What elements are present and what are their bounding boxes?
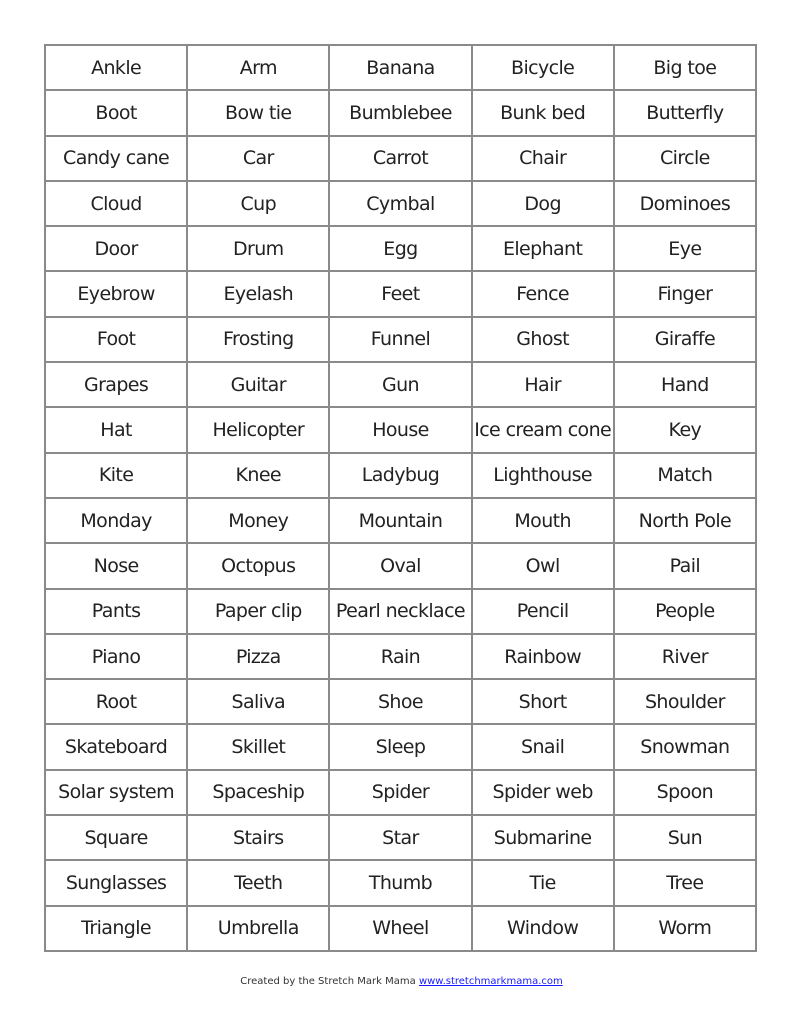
word-cell: Helicopter bbox=[187, 407, 329, 452]
word-cell: Star bbox=[329, 815, 471, 860]
word-cell: Guitar bbox=[187, 362, 329, 407]
word-cell: North Pole bbox=[614, 498, 756, 543]
word-cell: Sleep bbox=[329, 724, 471, 769]
word-cell: Skateboard bbox=[45, 724, 187, 769]
word-cell: Ladybug bbox=[329, 453, 471, 498]
word-cell: Monday bbox=[45, 498, 187, 543]
grid-row bbox=[45, 634, 756, 679]
word-cell: Mountain bbox=[329, 498, 471, 543]
word-cell: Arm bbox=[187, 45, 329, 90]
word-cell: Tree bbox=[614, 860, 756, 905]
word-cell: Skillet bbox=[187, 724, 329, 769]
grid-row bbox=[45, 362, 756, 407]
word-cell: Dog bbox=[472, 181, 614, 226]
word-cell: Fence bbox=[472, 271, 614, 316]
word-cell: Boot bbox=[45, 90, 187, 135]
word-cell: Pants bbox=[45, 589, 187, 634]
grid-row bbox=[45, 317, 756, 362]
word-cell: Door bbox=[45, 226, 187, 271]
word-cell: Cup bbox=[187, 181, 329, 226]
word-cell: Spider web bbox=[472, 770, 614, 815]
word-cell: Root bbox=[45, 679, 187, 724]
grid-row bbox=[45, 498, 756, 543]
word-cell: Wheel bbox=[329, 906, 471, 951]
footer bbox=[0, 976, 803, 987]
word-cell: Drum bbox=[187, 226, 329, 271]
word-cell: Foot bbox=[45, 317, 187, 362]
word-cell: Carrot bbox=[329, 136, 471, 181]
word-cell: Sunglasses bbox=[45, 860, 187, 905]
word-cell: Octopus bbox=[187, 543, 329, 588]
word-cell: Hand bbox=[614, 362, 756, 407]
word-cell: Spider bbox=[329, 770, 471, 815]
word-cell: Feet bbox=[329, 271, 471, 316]
grid-row bbox=[45, 45, 756, 90]
word-cell: Big toe bbox=[614, 45, 756, 90]
word-cell: Nose bbox=[45, 543, 187, 588]
word-cell: Paper clip bbox=[187, 589, 329, 634]
word-cell: Umbrella bbox=[187, 906, 329, 951]
grid-row bbox=[45, 90, 756, 135]
word-cell: Spoon bbox=[614, 770, 756, 815]
word-cell: Spaceship bbox=[187, 770, 329, 815]
word-cell: Dominoes bbox=[614, 181, 756, 226]
word-cell: Shoe bbox=[329, 679, 471, 724]
word-cell: Knee bbox=[187, 453, 329, 498]
word-cell: Mouth bbox=[472, 498, 614, 543]
grid-row bbox=[45, 543, 756, 588]
grid-row bbox=[45, 407, 756, 452]
word-cell: Square bbox=[45, 815, 187, 860]
word-cell: Egg bbox=[329, 226, 471, 271]
word-cell: Ankle bbox=[45, 45, 187, 90]
word-cell: River bbox=[614, 634, 756, 679]
word-cell: Key bbox=[614, 407, 756, 452]
word-cell: Circle bbox=[614, 136, 756, 181]
word-cell: Saliva bbox=[187, 679, 329, 724]
word-cell: Giraffe bbox=[614, 317, 756, 362]
word-cell: Pencil bbox=[472, 589, 614, 634]
footer-link[interactable]: www.stretchmarkmama.com bbox=[418, 976, 563, 987]
word-cell: Submarine bbox=[472, 815, 614, 860]
word-cell: Triangle bbox=[45, 906, 187, 951]
word-cell: Bunk bed bbox=[472, 90, 614, 135]
word-cell: Bicycle bbox=[472, 45, 614, 90]
word-cell: Ghost bbox=[472, 317, 614, 362]
word-cell: Bow tie bbox=[187, 90, 329, 135]
word-cell: Candy cane bbox=[45, 136, 187, 181]
word-cell: Butterfly bbox=[614, 90, 756, 135]
word-cell: Gun bbox=[329, 362, 471, 407]
grid-row bbox=[45, 226, 756, 271]
word-cell: Ice cream cone bbox=[472, 407, 614, 452]
word-cell: Chair bbox=[472, 136, 614, 181]
word-cell: Eyelash bbox=[187, 271, 329, 316]
footer-credit: Created by the Stretch Mark Mama bbox=[240, 976, 416, 987]
word-cell: Tie bbox=[472, 860, 614, 905]
word-cell: Eyebrow bbox=[45, 271, 187, 316]
word-cell: Cymbal bbox=[329, 181, 471, 226]
word-cell: Cloud bbox=[45, 181, 187, 226]
word-cell: Kite bbox=[45, 453, 187, 498]
grid-row bbox=[45, 453, 756, 498]
word-cell: Pearl necklace bbox=[329, 589, 471, 634]
word-cell: Stairs bbox=[187, 815, 329, 860]
word-cell: Bumblebee bbox=[329, 90, 471, 135]
word-grid-table bbox=[44, 44, 757, 952]
word-cell: Finger bbox=[614, 271, 756, 316]
word-cell: Owl bbox=[472, 543, 614, 588]
word-cell: Sun bbox=[614, 815, 756, 860]
word-cell: Oval bbox=[329, 543, 471, 588]
word-cell: Eye bbox=[614, 226, 756, 271]
word-cell: People bbox=[614, 589, 756, 634]
word-cell: Thumb bbox=[329, 860, 471, 905]
word-cell: Snowman bbox=[614, 724, 756, 769]
grid-row bbox=[45, 724, 756, 769]
grid-row bbox=[45, 271, 756, 316]
word-cell: Hat bbox=[45, 407, 187, 452]
grid-row bbox=[45, 136, 756, 181]
word-grid-body bbox=[45, 45, 756, 951]
word-cell: Pizza bbox=[187, 634, 329, 679]
grid-row bbox=[45, 860, 756, 905]
grid-row bbox=[45, 770, 756, 815]
grid-row bbox=[45, 679, 756, 724]
word-cell: Snail bbox=[472, 724, 614, 769]
word-cell: Short bbox=[472, 679, 614, 724]
word-cell: Money bbox=[187, 498, 329, 543]
word-cell: House bbox=[329, 407, 471, 452]
word-cell: Window bbox=[472, 906, 614, 951]
word-cell: Lighthouse bbox=[472, 453, 614, 498]
word-cell: Frosting bbox=[187, 317, 329, 362]
word-cell: Rainbow bbox=[472, 634, 614, 679]
word-cell: Car bbox=[187, 136, 329, 181]
grid-row bbox=[45, 181, 756, 226]
grid-row bbox=[45, 906, 756, 951]
word-cell: Piano bbox=[45, 634, 187, 679]
word-cell: Match bbox=[614, 453, 756, 498]
word-cell: Hair bbox=[472, 362, 614, 407]
word-cell: Teeth bbox=[187, 860, 329, 905]
grid-row bbox=[45, 815, 756, 860]
grid-row bbox=[45, 589, 756, 634]
word-cell: Shoulder bbox=[614, 679, 756, 724]
word-cell: Elephant bbox=[472, 226, 614, 271]
word-cell: Banana bbox=[329, 45, 471, 90]
word-cell: Worm bbox=[614, 906, 756, 951]
word-cell: Rain bbox=[329, 634, 471, 679]
word-cell: Grapes bbox=[45, 362, 187, 407]
word-cell: Funnel bbox=[329, 317, 471, 362]
word-cell: Pail bbox=[614, 543, 756, 588]
word-cell: Solar system bbox=[45, 770, 187, 815]
